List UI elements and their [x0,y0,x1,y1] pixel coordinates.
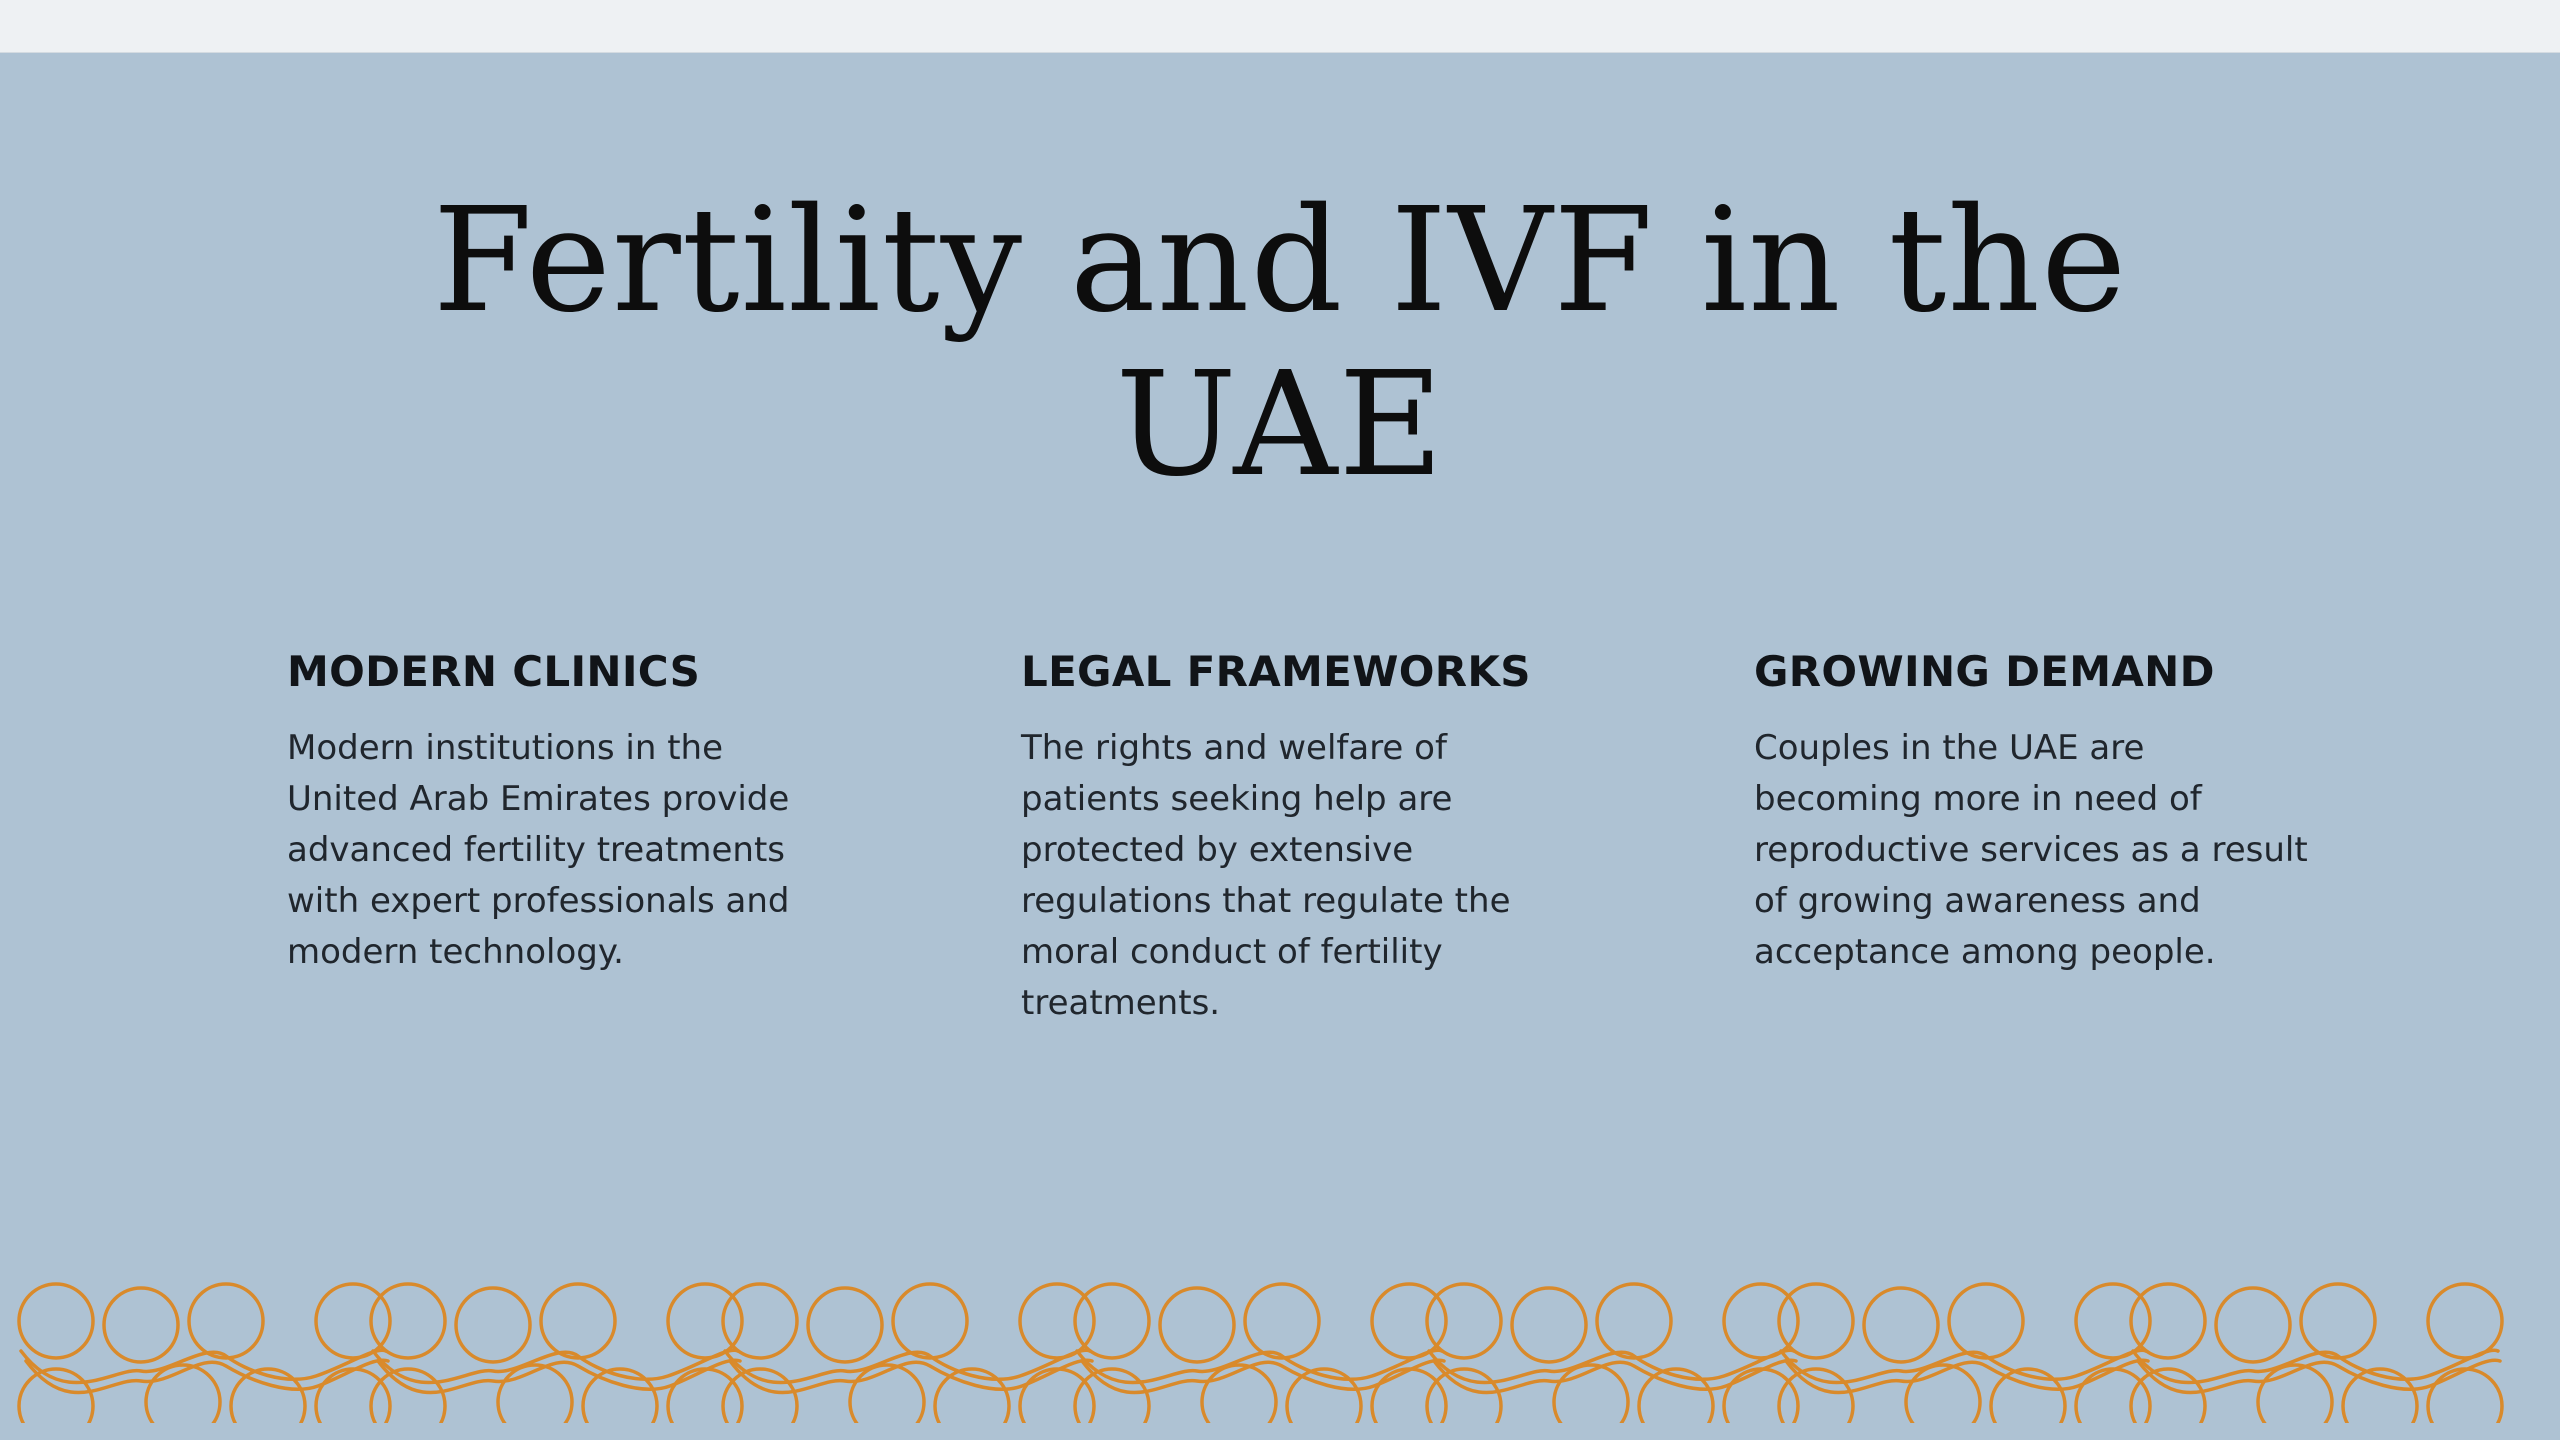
pattern-loop [723,1369,797,1423]
pattern-loop [1020,1369,1094,1423]
pattern-loop [1779,1369,1853,1423]
pattern-loop [19,1369,93,1423]
pattern-loop [371,1284,445,1358]
pattern-loop [1160,1288,1234,1362]
pattern-loop [1427,1369,1501,1423]
pattern-loop [1427,1284,1501,1358]
column-growing-demand [1754,643,2314,978]
column-body: Modern institutions in the United Arab Emirates provide advanced fertility treatments with expert professionals and modern technology. [287,728,790,972]
pattern-loop [2076,1284,2150,1358]
pattern-loop [19,1284,93,1358]
pattern-loop [893,1284,967,1358]
pattern-loop [723,1284,797,1358]
pattern-loop [1597,1284,1671,1358]
pattern-loop [1906,1365,1980,1423]
pattern-loop [1864,1288,1938,1362]
pattern-loop [808,1288,882,1362]
pattern-loop [2301,1284,2375,1358]
pattern-loop [316,1284,390,1358]
pattern-loop [850,1365,924,1423]
pattern-loop [316,1369,390,1423]
column-modern-clinics [287,643,847,978]
pattern-loop [1779,1284,1853,1358]
column-heading: MODERN CLINICS [287,647,701,696]
pattern-loop [668,1284,742,1358]
column-body: The rights and welfare of patients seeking help are protected by extensive regulations that regulate the moral conduct of fertility treatments. [1021,728,1511,1023]
pattern-loop [456,1288,530,1362]
column-heading: LEGAL FRAMEWORKS [1021,647,1531,696]
column-heading: GROWING DEMAND [1754,647,2215,696]
slide-title: Fertility and IVF in the UAE [432,176,2128,508]
pattern-loop [1020,1284,1094,1358]
pattern-loop [1724,1369,1798,1423]
pattern-loop [2131,1369,2205,1423]
pattern-loop [541,1284,615,1358]
column-body: Couples in the UAE are becoming more in need of reproductive services as a result of growing awareness and acceptance among people. [1754,728,2308,972]
pattern-loop [1512,1288,1586,1362]
slide [0,53,2560,1440]
pattern-loop [1075,1284,1149,1358]
column-legal-frameworks [1021,643,1581,1029]
pattern-loop [146,1365,220,1423]
pattern-loop [371,1369,445,1423]
pattern-loop [1372,1369,1446,1423]
pattern-loop [2076,1369,2150,1423]
pattern-loop [1949,1284,2023,1358]
pattern-loop [1245,1284,1319,1358]
pattern-loop [1724,1284,1798,1358]
pattern-loop [1372,1284,1446,1358]
pattern-loop [104,1288,178,1362]
pattern-loop [668,1369,742,1423]
pattern-loop [2428,1369,2502,1423]
pattern-loop [2258,1365,2332,1423]
pattern-loop [1554,1365,1628,1423]
pattern-loop [1075,1369,1149,1423]
pattern-loop [1202,1365,1276,1423]
pattern-loop [2428,1284,2502,1358]
pattern-loop [498,1365,572,1423]
top-bar [0,0,2560,53]
wavy-loop-pattern-icon [0,1223,2560,1423]
pattern-loop [189,1284,263,1358]
pattern-loop [2131,1284,2205,1358]
pattern-loop [2216,1288,2290,1362]
